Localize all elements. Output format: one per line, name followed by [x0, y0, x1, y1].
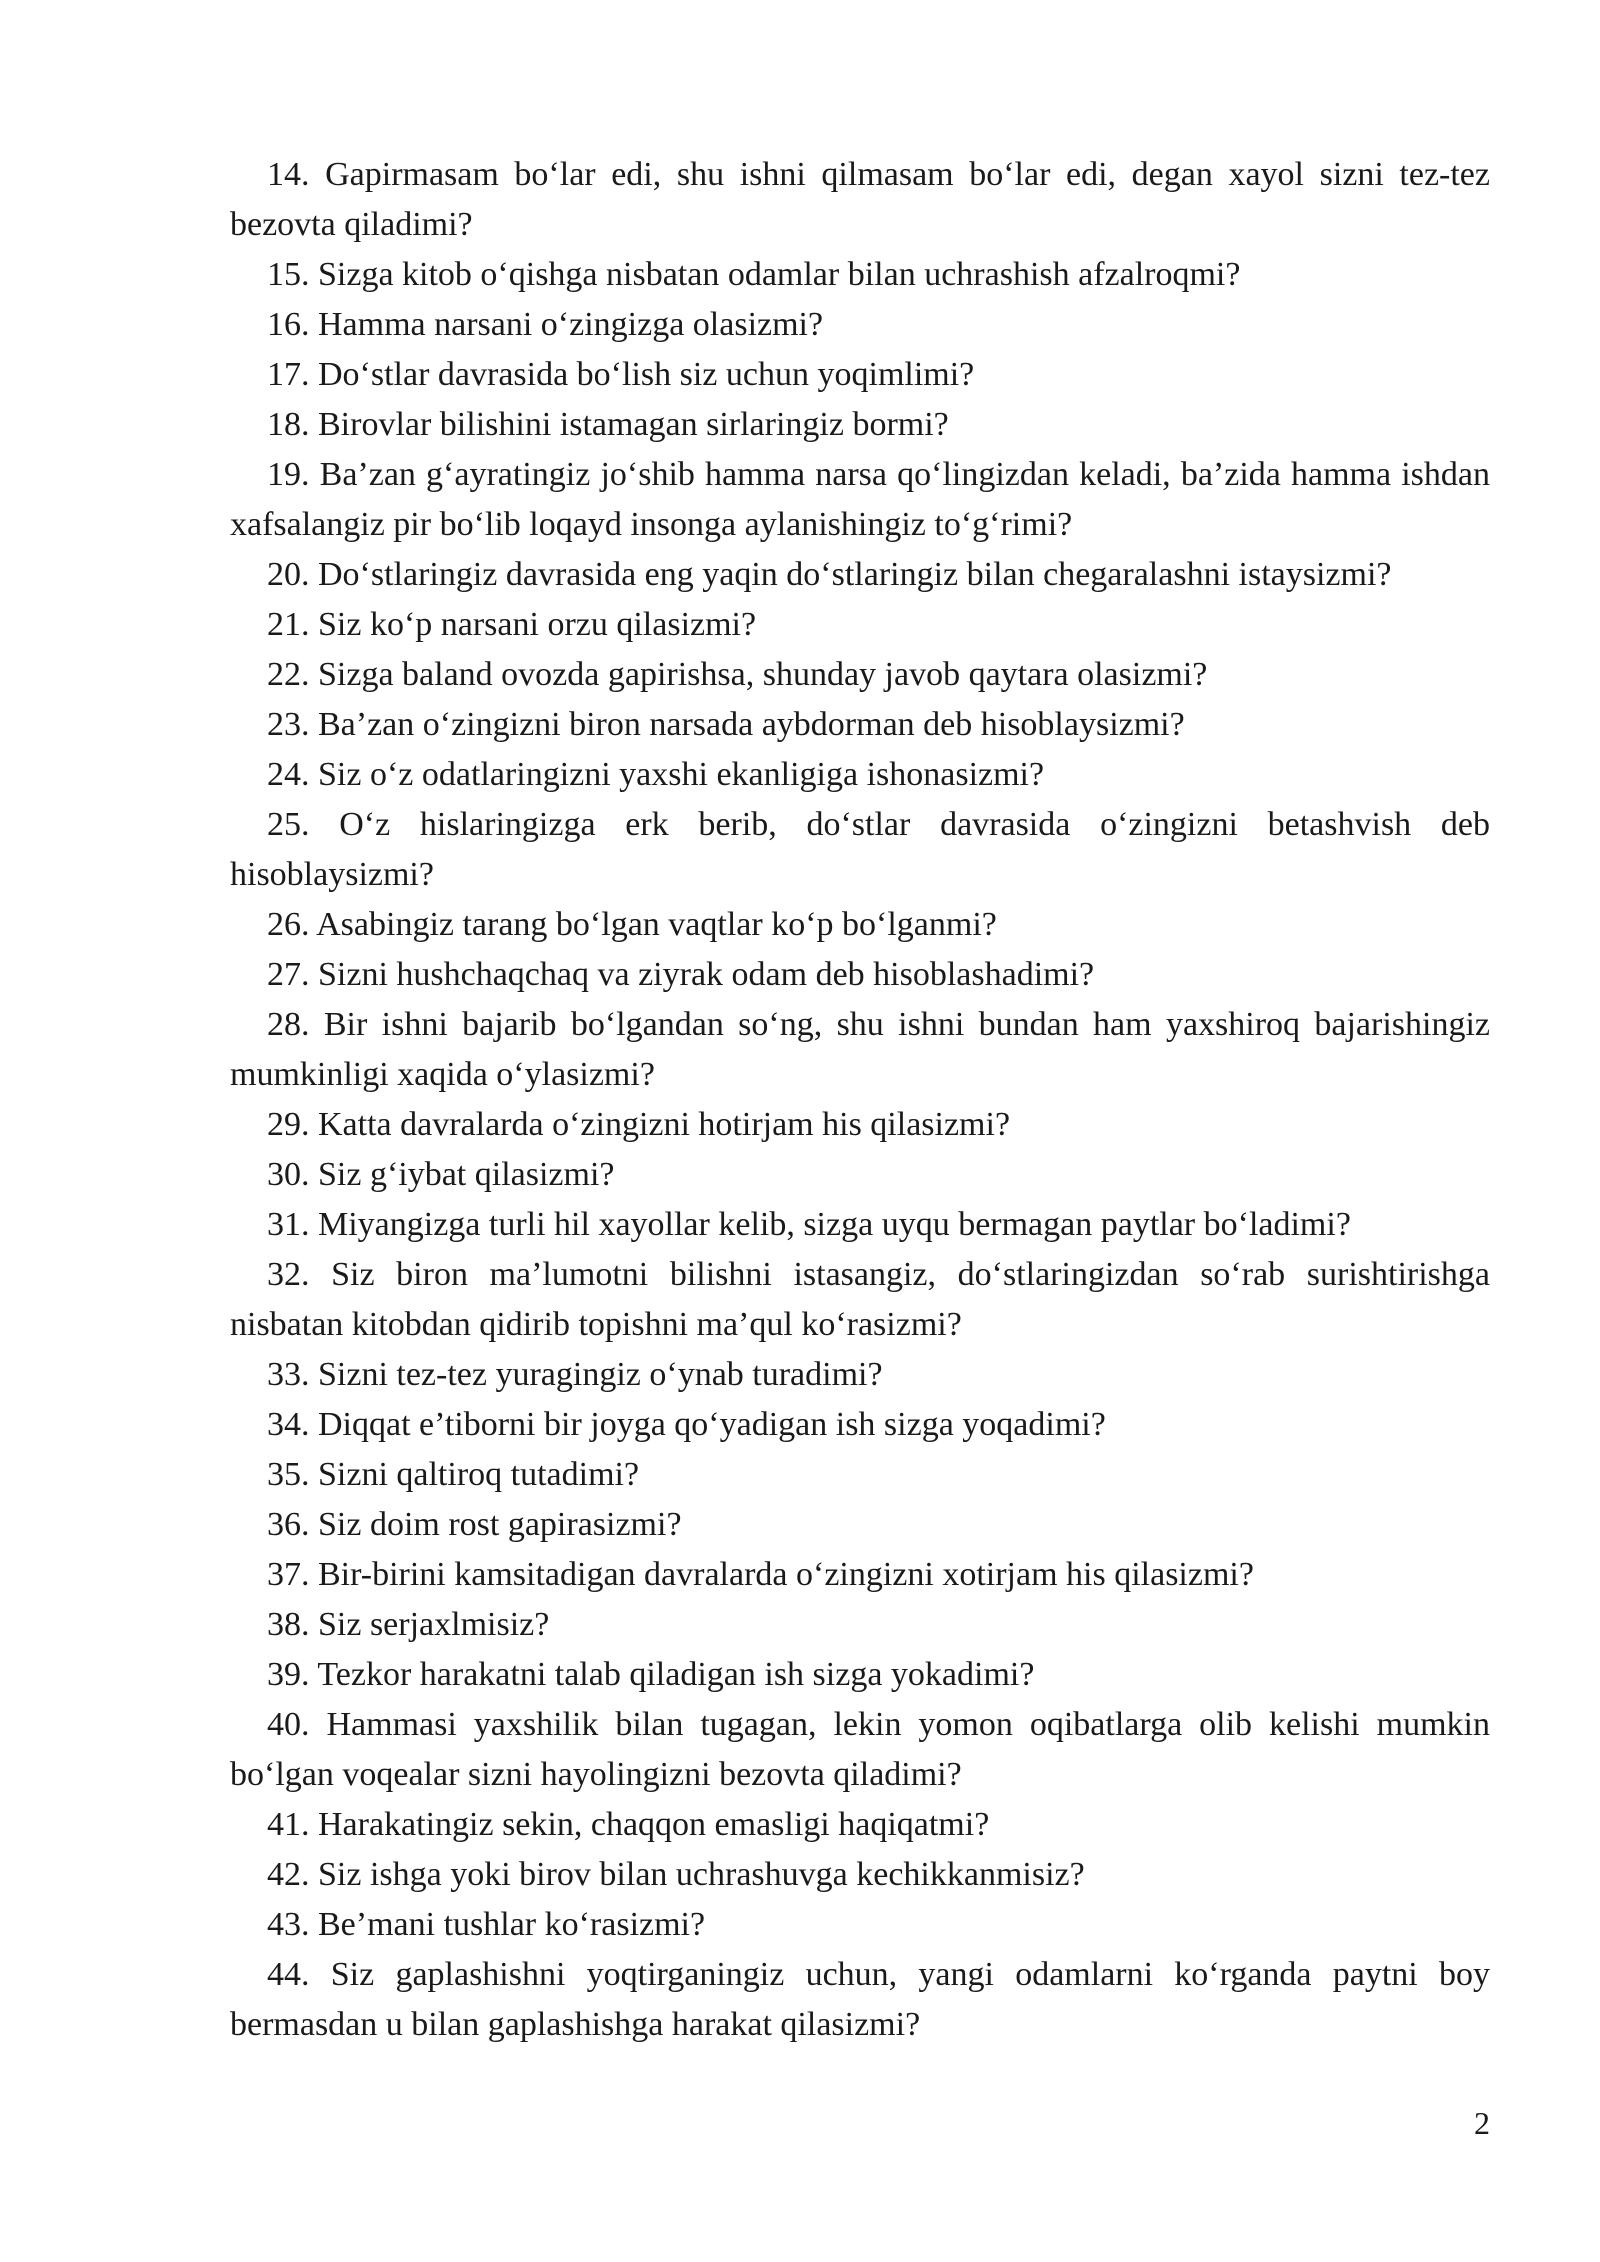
question-item: 29. Katta davralarda o‘zingizni hotirjam his qilasizmi?	[267, 1106, 1011, 1143]
question-item: 35. Sizni qaltiroq tutadimi?	[267, 1456, 640, 1493]
question-item: 15. Sizga kitob o‘qishga nisbatan odamlar bilan uchrashish afzalroqmi?	[267, 256, 1241, 293]
question-item: 19. Ba’zan g‘ayratingiz jo‘shib hamma narsa qo‘lingizdan keladi, ba’zida hamma ishdan xafsalangiz pir bo‘lib loqayd insonga aylanishingiz to‘g‘rimi?	[230, 456, 1490, 543]
question-item: 20. Do‘stlaringiz davrasida eng yaqin do‘stlaringiz bilan chegaralashni istaysizmi?	[267, 556, 1392, 593]
question-item: 22. Sizga baland ovozda gapirishsa, shunday javob qaytara olasizmi?	[267, 656, 1208, 693]
question-item: 23. Ba’zan o‘zingizni biron narsada aybdorman deb hisoblaysizmi?	[267, 706, 1185, 743]
question-item: 38. Siz serjaxlmisiz?	[267, 1606, 550, 1643]
question-item: 44. Siz gaplashishni yoqtirganingiz uchun, yangi odamlarni ko‘rganda paytni boy bermasdan u bilan gaplashishga harakat qilasizmi?	[230, 1956, 1490, 2043]
question-item: 36. Siz doim rost gapirasizmi?	[267, 1506, 682, 1543]
question-item: 37. Bir-birini kamsitadigan davralarda o‘zingizni xotirjam his qilasizmi?	[267, 1556, 1254, 1593]
question-item: 39. Tezkor harakatni talab qiladigan ish sizga yokadimi?	[267, 1656, 1035, 1693]
question-item: 24. Siz o‘z odatlaringizni yaxshi ekanligiga ishonasizmi?	[267, 756, 1045, 793]
question-item: 27. Sizni hushchaqchaq va ziyrak odam deb hisoblashadimi?	[267, 956, 1095, 993]
question-item: 25. O‘z hislaringizga erk berib, do‘stlar davrasida o‘zingizni betashvish deb hisoblaysizmi?	[230, 806, 1490, 893]
question-item: 16. Hamma narsani o‘zingizga olasizmi?	[267, 306, 824, 343]
question-item: 26. Asabingiz tarang bo‘lgan vaqtlar ko‘p bo‘lganmi?	[267, 906, 997, 943]
question-item: 32. Siz biron ma’lumotni bilishni istasangiz, do‘stlaringizdan so‘rab surishtirishga nisbatan kitobdan qidirib topishni ma’qul ko‘rasizmi?	[230, 1256, 1490, 1343]
question-list	[230, 150, 1490, 2050]
page-number: 2	[1474, 2105, 1490, 2141]
question-item: 14. Gapirmasam bo‘lar edi, shu ishni qilmasam bo‘lar edi, degan xayol sizni tez-tez bezovta qiladimi?	[230, 156, 1490, 243]
question-item: 43. Be’mani tushlar ko‘rasizmi?	[267, 1906, 706, 1943]
question-item: 33. Sizni tez-tez yuragingiz o‘ynab turadimi?	[267, 1356, 883, 1393]
question-item: 30. Siz g‘iybat qilasizmi?	[267, 1156, 615, 1193]
question-item: 34. Diqqat e’tiborni bir joyga qo‘yadigan ish sizga yoqadimi?	[267, 1406, 1106, 1443]
question-item: 18. Birovlar bilishini istamagan sirlaringiz bormi?	[267, 406, 949, 443]
question-item: 41. Harakatingiz sekin, chaqqon emasligi haqiqatmi?	[267, 1806, 990, 1843]
question-item: 21. Siz ko‘p narsani orzu qilasizmi?	[267, 606, 757, 643]
question-item: 42. Siz ishga yoki birov bilan uchrashuvga kechikkanmisiz?	[267, 1856, 1085, 1893]
question-item: 40. Hammasi yaxshilik bilan tugagan, lekin yomon oqibatlarga olib kelishi mumkin bo‘lgan voqealar sizni hayolingizni bezovta qiladimi?	[230, 1706, 1490, 1793]
question-item: 28. Bir ishni bajarib bo‘lgandan so‘ng, shu ishni bundan ham yaxshiroq bajarishingiz mumkinligi xaqida o‘ylasizmi?	[230, 1006, 1490, 1093]
question-item: 31. Miyangizga turli hil xayollar kelib, sizga uyqu bermagan paytlar bo‘ladimi?	[267, 1206, 1351, 1243]
question-item: 17. Do‘stlar davrasida bo‘lish siz uchun yoqimlimi?	[267, 356, 975, 393]
